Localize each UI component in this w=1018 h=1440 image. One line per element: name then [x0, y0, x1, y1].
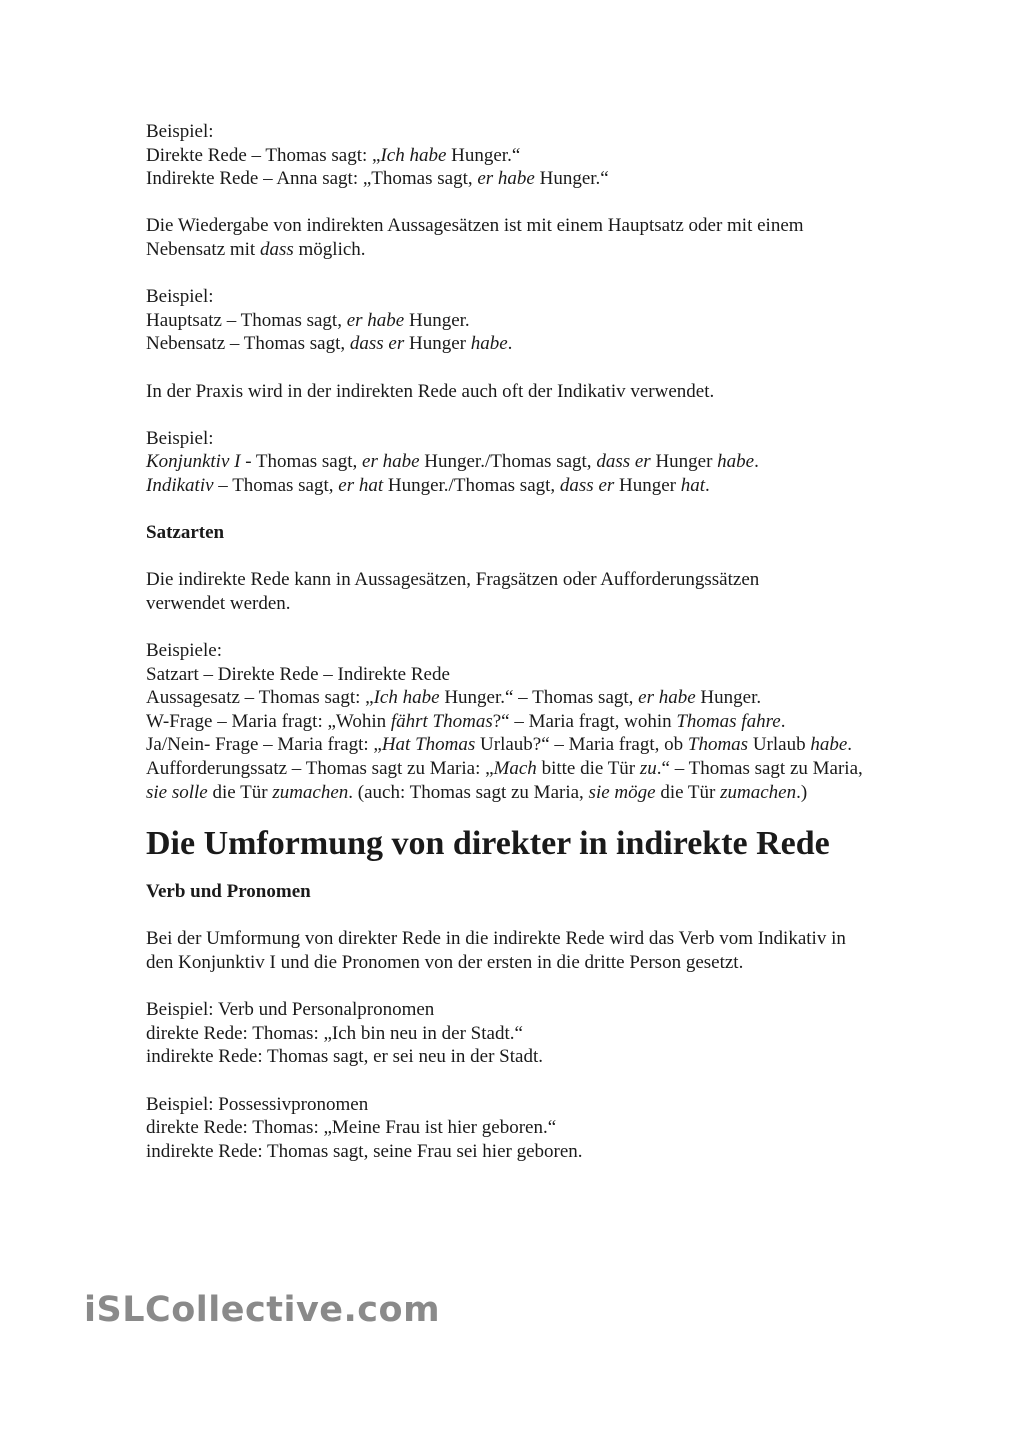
example-line: indirekte Rede: Thomas sagt, er sei neu in der Stadt. — [146, 1046, 543, 1068]
paragraph: In der Praxis wird in der indirekten Rede auch oft der Indikativ verwendet. — [146, 380, 715, 402]
watermark-logo: iSLCollective.com — [84, 1290, 441, 1330]
paragraph: Die indirekte Rede kann in Aussagesätzen, Fragsätzen oder Aufforderungssätzen verwendet werden. — [146, 569, 760, 614]
section-heading-satzarten: Satzarten — [146, 522, 225, 544]
example-label: Beispiel: Verb und Personalpronomen — [146, 999, 435, 1021]
document-page — [146, 120, 876, 1163]
example-header: Satzart – Direkte Rede – Indirekte Rede — [146, 663, 450, 685]
example-line: direkte Rede: Thomas: „Meine Frau ist hier geboren.“ — [146, 1117, 557, 1139]
example-label: Beispiele: — [146, 640, 222, 662]
paragraph: Die Wiedergabe von indirekten Aussagesätzen ist mit einem Hauptsatz oder mit einem Nebensatz mit dass möglich. — [146, 215, 804, 260]
page-title: Die Umformung von direkter in indirekte Rede — [146, 825, 830, 863]
example-line: W-Frage – Maria fragt: „Wohin fährt Thomas?“ – Maria fragt, wohin Thomas fahre. — [146, 710, 786, 732]
example-label: Beispiel: Possessivpronomen — [146, 1093, 369, 1115]
paragraph: Bei der Umformung von direkter Rede in die indirekte Rede wird das Verb vom Indikativ in den Konjunktiv I und die Pronomen von der ersten in die dritte Person gesetzt. — [146, 928, 846, 973]
example-line: Konjunktiv I - Thomas sagt, er habe Hunger./Thomas sagt, dass er Hunger habe. — [146, 451, 759, 473]
example-line: Nebensatz – Thomas sagt, dass er Hunger habe. — [146, 333, 513, 355]
example-line: direkte Rede: Thomas: „Ich bin neu in der Stadt.“ — [146, 1022, 523, 1044]
example-line: Indirekte Rede – Anna sagt: „Thomas sagt, er habe Hunger.“ — [146, 168, 609, 190]
section-heading-verb-pronomen: Verb und Pronomen — [146, 881, 311, 903]
example-line: Indikativ – Thomas sagt, er hat Hunger./Thomas sagt, dass er Hunger hat. — [146, 474, 710, 496]
example-line: Hauptsatz – Thomas sagt, er habe Hunger. — [146, 309, 470, 331]
example-line: Direkte Rede – Thomas sagt: „Ich habe Hunger.“ — [146, 144, 521, 166]
example-line: indirekte Rede: Thomas sagt, seine Frau sei hier geboren. — [146, 1140, 583, 1162]
example-line: Aussagesatz – Thomas sagt: „Ich habe Hunger.“ – Thomas sagt, er habe Hunger. — [146, 687, 762, 709]
example-label: Beispiel: — [146, 121, 214, 142]
example-label: Beispiel: — [146, 427, 214, 449]
example-line: Aufforderungssatz – Thomas sagt zu Maria: „Mach bitte die Tür zu.“ – Thomas sagt zu Maria, sie solle die Tür zumachen. (auch: Thomas sagt zu Maria, sie möge die Tür zumachen.) — [146, 758, 863, 803]
example-line: Ja/Nein- Frage – Maria fragt: „Hat Thomas Urlaub?“ – Maria fragt, ob Thomas Urlaub habe. — [146, 734, 853, 756]
example-label: Beispiel: — [146, 286, 214, 308]
